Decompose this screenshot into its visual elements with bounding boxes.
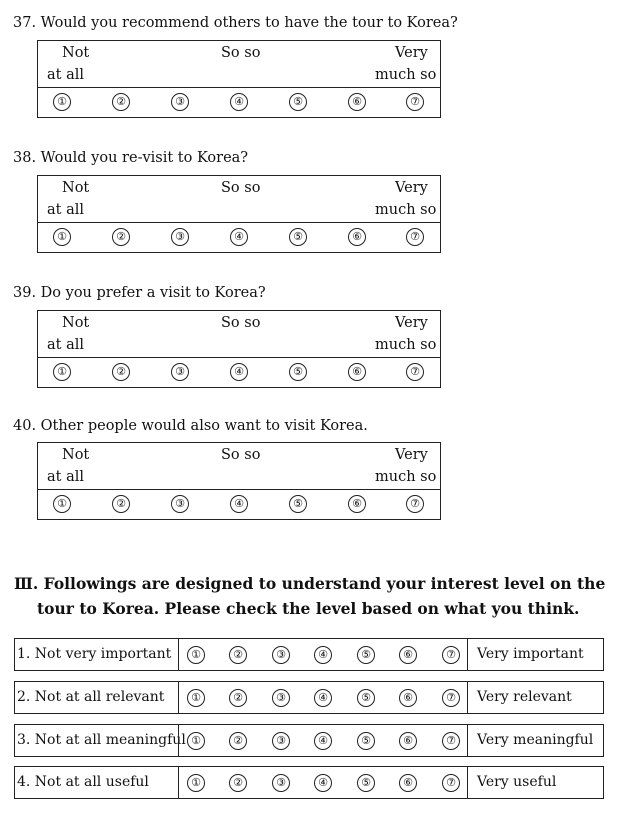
- scale-row-useful: [14, 766, 604, 799]
- row-left-label: 2. Not at all relevant: [17, 689, 165, 705]
- option-2[interactable]: ②: [112, 495, 130, 513]
- label-much-so: much so: [375, 469, 437, 485]
- divider: [178, 639, 179, 670]
- likert-scale: [37, 442, 441, 520]
- label-so-so: So so: [221, 447, 261, 463]
- label-so-so: So so: [221, 315, 261, 331]
- question-title: 40. Other people would also want to visit Korea.: [13, 418, 368, 434]
- label-much-so: much so: [375, 67, 437, 83]
- option-2[interactable]: ②: [229, 732, 247, 750]
- option-5[interactable]: ⑤: [289, 93, 307, 111]
- option-3[interactable]: ③: [171, 93, 189, 111]
- option-4[interactable]: ④: [230, 93, 248, 111]
- option-4[interactable]: ④: [230, 495, 248, 513]
- label-at-all: at all: [47, 469, 85, 485]
- question-title: 38. Would you re-visit to Korea?: [13, 150, 249, 166]
- option-5[interactable]: ⑤: [357, 689, 375, 707]
- option-4[interactable]: ④: [230, 363, 248, 381]
- section-heading: [14, 571, 614, 621]
- option-1[interactable]: ①: [187, 732, 205, 750]
- option-4[interactable]: ④: [314, 646, 332, 664]
- option-7[interactable]: ⑦: [406, 495, 424, 513]
- question-title: 37. Would you recommend others to have the tour to Korea?: [13, 15, 458, 31]
- option-6[interactable]: ⑥: [348, 363, 366, 381]
- divider: [38, 357, 440, 358]
- section-heading-line1: Ⅲ. Followings are designed to understand your interest level on the: [14, 574, 606, 593]
- option-3[interactable]: ③: [272, 646, 290, 664]
- divider: [38, 222, 440, 223]
- label-not: Not: [62, 447, 90, 463]
- divider: [467, 639, 468, 670]
- label-very: Very: [395, 180, 428, 196]
- label-so-so: So so: [221, 180, 261, 196]
- option-4[interactable]: ④: [314, 774, 332, 792]
- option-2[interactable]: ②: [229, 689, 247, 707]
- option-1[interactable]: ①: [187, 774, 205, 792]
- option-1[interactable]: ①: [187, 646, 205, 664]
- option-5[interactable]: ⑤: [357, 646, 375, 664]
- option-2[interactable]: ②: [112, 363, 130, 381]
- option-6[interactable]: ⑥: [399, 732, 417, 750]
- row-left-label: 1. Not very important: [17, 646, 172, 662]
- option-1[interactable]: ①: [53, 93, 71, 111]
- option-7[interactable]: ⑦: [442, 646, 460, 664]
- option-7[interactable]: ⑦: [442, 774, 460, 792]
- option-7[interactable]: ⑦: [406, 228, 424, 246]
- option-4[interactable]: ④: [230, 228, 248, 246]
- option-1[interactable]: ①: [53, 363, 71, 381]
- option-3[interactable]: ③: [272, 732, 290, 750]
- divider: [467, 725, 468, 756]
- option-3[interactable]: ③: [272, 774, 290, 792]
- label-much-so: much so: [375, 337, 437, 353]
- divider: [467, 682, 468, 713]
- option-6[interactable]: ⑥: [348, 495, 366, 513]
- label-at-all: at all: [47, 337, 85, 353]
- label-not: Not: [62, 315, 90, 331]
- option-6[interactable]: ⑥: [399, 689, 417, 707]
- option-2[interactable]: ②: [229, 774, 247, 792]
- label-not: Not: [62, 180, 90, 196]
- label-not: Not: [62, 45, 90, 61]
- option-1[interactable]: ①: [187, 689, 205, 707]
- row-right-label: Very important: [477, 646, 584, 662]
- option-6[interactable]: ⑥: [399, 646, 417, 664]
- option-5[interactable]: ⑤: [357, 732, 375, 750]
- label-very: Very: [395, 447, 428, 463]
- option-4[interactable]: ④: [314, 732, 332, 750]
- label-very: Very: [395, 45, 428, 61]
- likert-scale: [37, 310, 441, 388]
- likert-scale: [37, 175, 441, 253]
- option-6[interactable]: ⑥: [348, 228, 366, 246]
- option-7[interactable]: ⑦: [442, 689, 460, 707]
- label-much-so: much so: [375, 202, 437, 218]
- divider: [178, 767, 179, 798]
- option-7[interactable]: ⑦: [442, 732, 460, 750]
- scale-row-meaningful: [14, 724, 604, 757]
- label-at-all: at all: [47, 67, 85, 83]
- option-5[interactable]: ⑤: [357, 774, 375, 792]
- label-very: Very: [395, 315, 428, 331]
- option-6[interactable]: ⑥: [348, 93, 366, 111]
- scale-row-relevant: [14, 681, 604, 714]
- row-right-label: Very relevant: [477, 689, 572, 705]
- label-so-so: So so: [221, 45, 261, 61]
- divider: [38, 489, 440, 490]
- option-3[interactable]: ③: [171, 228, 189, 246]
- option-1[interactable]: ①: [53, 228, 71, 246]
- row-right-label: Very meaningful: [477, 732, 594, 748]
- option-7[interactable]: ⑦: [406, 93, 424, 111]
- label-at-all: at all: [47, 202, 85, 218]
- option-2[interactable]: ②: [229, 646, 247, 664]
- option-5[interactable]: ⑤: [289, 363, 307, 381]
- divider: [178, 682, 179, 713]
- option-6[interactable]: ⑥: [399, 774, 417, 792]
- likert-scale: [37, 40, 441, 118]
- divider: [467, 767, 468, 798]
- option-3[interactable]: ③: [272, 689, 290, 707]
- scale-row-important: [14, 638, 604, 671]
- option-5[interactable]: ⑤: [289, 495, 307, 513]
- option-2[interactable]: ②: [112, 93, 130, 111]
- row-right-label: Very useful: [477, 774, 557, 790]
- option-7[interactable]: ⑦: [406, 363, 424, 381]
- row-left-label: 3. Not at all meaningful: [17, 732, 186, 748]
- option-2[interactable]: ②: [112, 228, 130, 246]
- option-3[interactable]: ③: [171, 495, 189, 513]
- option-3[interactable]: ③: [171, 363, 189, 381]
- divider: [178, 725, 179, 756]
- option-5[interactable]: ⑤: [289, 228, 307, 246]
- row-left-label: 4. Not at all useful: [17, 774, 149, 790]
- option-4[interactable]: ④: [314, 689, 332, 707]
- section-heading-line2: tour to Korea. Please check the level based on what you think.: [37, 599, 580, 618]
- divider: [38, 87, 440, 88]
- question-title: 39. Do you prefer a visit to Korea?: [13, 285, 266, 301]
- option-1[interactable]: ①: [53, 495, 71, 513]
